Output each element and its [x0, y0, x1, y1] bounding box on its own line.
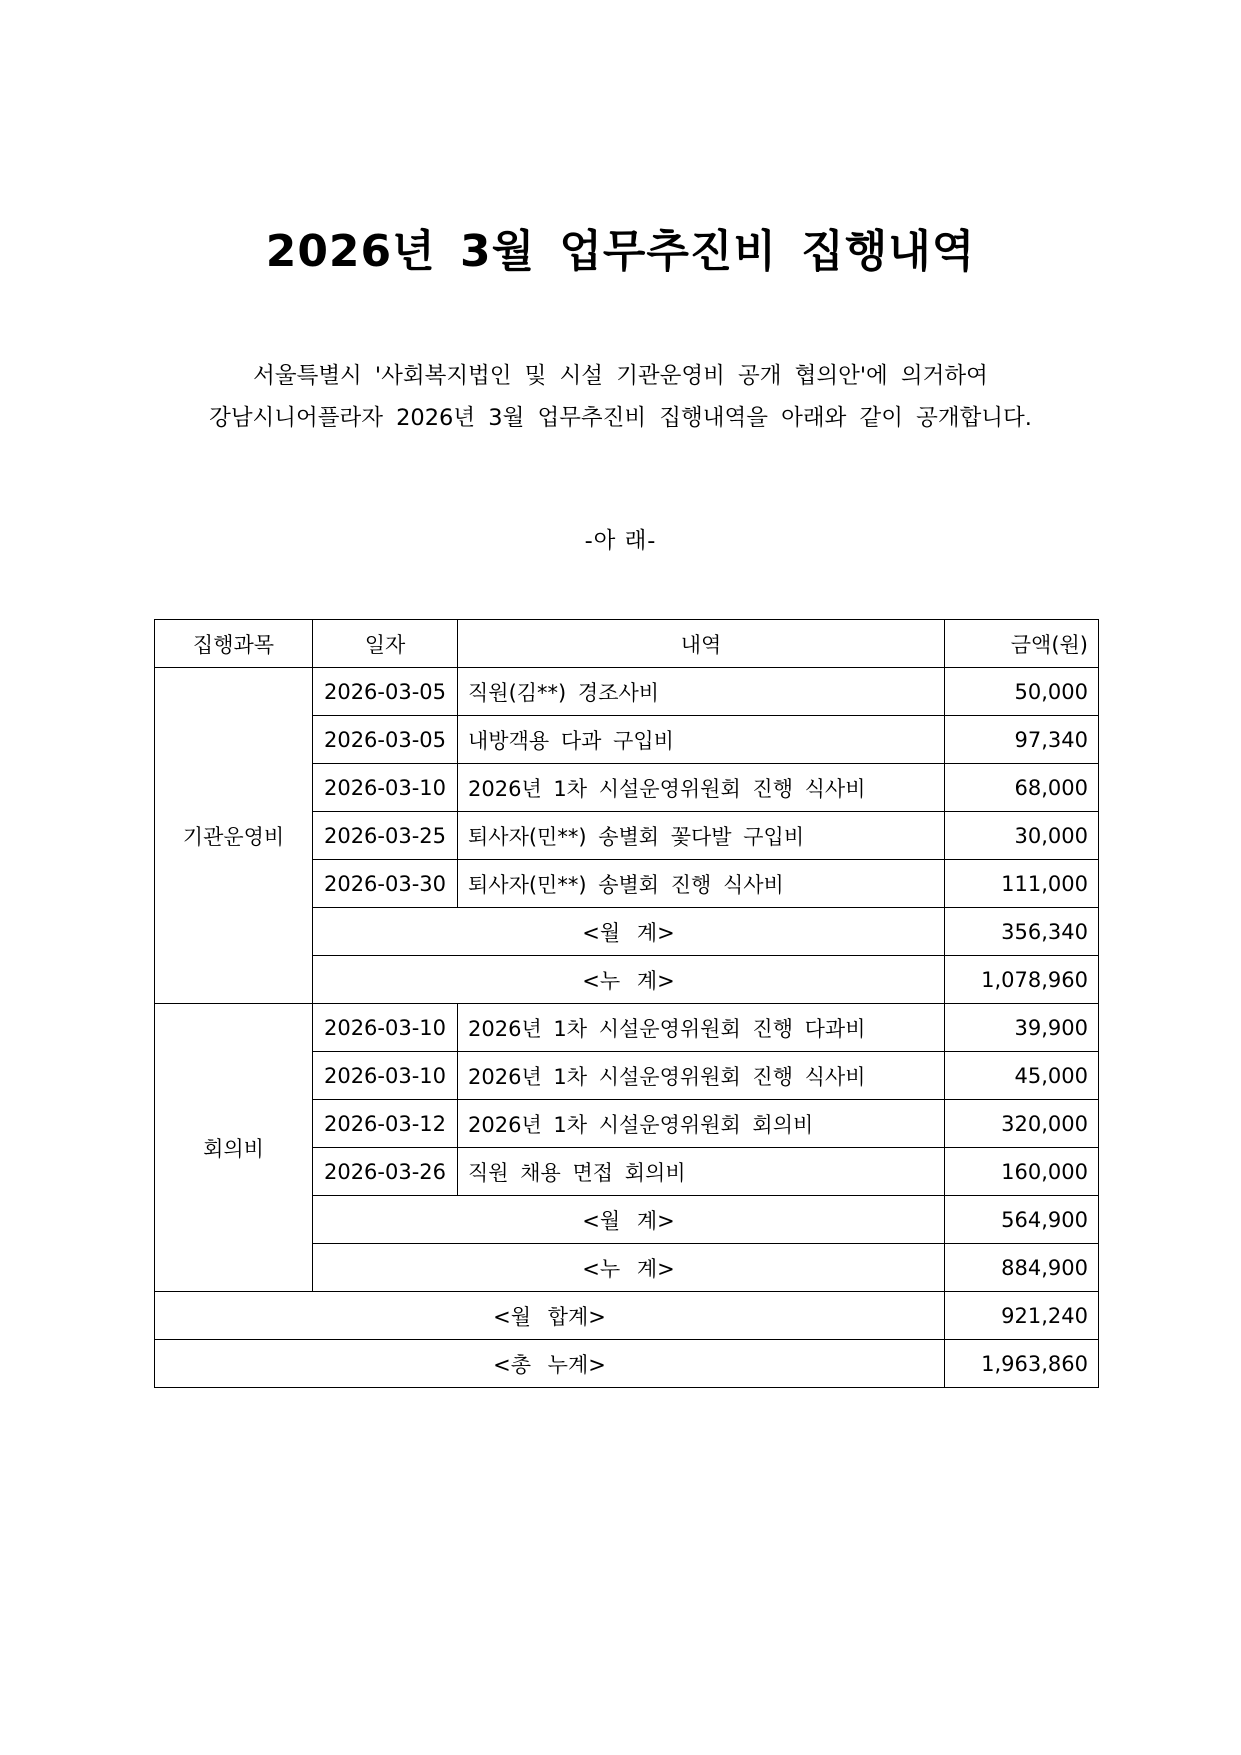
monthly-subtotal-label: <월 계> — [313, 1196, 945, 1244]
grand-monthly-total-label: <월 합계> — [155, 1292, 945, 1340]
description-cell: 퇴사자(민**) 송별회 진행 식사비 — [458, 860, 945, 908]
amount-cell: 50,000 — [945, 668, 1099, 716]
intro-paragraph — [0, 355, 1241, 439]
below-marker: -아 래- — [584, 528, 657, 554]
amount-cell: 320,000 — [945, 1100, 1099, 1148]
table-row — [155, 668, 1099, 716]
description-cell: 2026년 1차 시설운영위원회 진행 식사비 — [458, 1052, 945, 1100]
amount-cell: 45,000 — [945, 1052, 1099, 1100]
amount-cell: 68,000 — [945, 764, 1099, 812]
grand-cumulative-total-label: <총 누계> — [155, 1340, 945, 1388]
header-description: 내역 — [458, 620, 945, 668]
header-date: 일자 — [313, 620, 458, 668]
category-cell: 기관운영비 — [155, 668, 313, 1004]
date-cell: 2026-03-10 — [313, 764, 458, 812]
amount-cell: 160,000 — [945, 1148, 1099, 1196]
date-cell: 2026-03-25 — [313, 812, 458, 860]
description-cell: 내방객용 다과 구입비 — [458, 716, 945, 764]
table-row — [155, 1004, 1099, 1052]
monthly-subtotal-value: 564,900 — [945, 1196, 1099, 1244]
date-cell: 2026-03-10 — [313, 1052, 458, 1100]
grand-monthly-total-row — [155, 1292, 1099, 1340]
page-title: 2026년 3월 업무추진비 집행내역 — [265, 226, 976, 277]
category-cell: 회의비 — [155, 1004, 313, 1292]
description-cell: 2026년 1차 시설운영위원회 진행 식사비 — [458, 764, 945, 812]
description-cell: 2026년 1차 시설운영위원회 회의비 — [458, 1100, 945, 1148]
cumulative-subtotal-label: <누 계> — [313, 956, 945, 1004]
intro-line-1: 서울특별시 '사회복지법인 및 시설 기관운영비 공개 협의안'에 의거하여 — [253, 363, 988, 389]
grand-cumulative-total-value: 1,963,860 — [945, 1340, 1099, 1388]
amount-cell: 39,900 — [945, 1004, 1099, 1052]
date-cell: 2026-03-12 — [313, 1100, 458, 1148]
date-cell: 2026-03-10 — [313, 1004, 458, 1052]
date-cell: 2026-03-05 — [313, 716, 458, 764]
amount-cell: 111,000 — [945, 860, 1099, 908]
date-cell: 2026-03-05 — [313, 668, 458, 716]
description-cell: 직원(김**) 경조사비 — [458, 668, 945, 716]
expense-table — [154, 619, 1099, 1388]
grand-cumulative-total-row — [155, 1340, 1099, 1388]
header-category: 집행과목 — [155, 620, 313, 668]
monthly-subtotal-value: 356,340 — [945, 908, 1099, 956]
date-cell: 2026-03-30 — [313, 860, 458, 908]
amount-cell: 30,000 — [945, 812, 1099, 860]
header-amount: 금액(원) — [945, 620, 1099, 668]
amount-cell: 97,340 — [945, 716, 1099, 764]
intro-line-2: 강남시니어플라자 2026년 3월 업무추진비 집행내역을 아래와 같이 공개합니다. — [209, 405, 1032, 431]
monthly-subtotal-label: <월 계> — [313, 908, 945, 956]
table-header-row — [155, 620, 1099, 668]
cumulative-subtotal-label: <누 계> — [313, 1244, 945, 1292]
description-cell: 퇴사자(민**) 송별회 꽃다발 구입비 — [458, 812, 945, 860]
cumulative-subtotal-value: 1,078,960 — [945, 956, 1099, 1004]
grand-monthly-total-value: 921,240 — [945, 1292, 1099, 1340]
date-cell: 2026-03-26 — [313, 1148, 458, 1196]
cumulative-subtotal-value: 884,900 — [945, 1244, 1099, 1292]
description-cell: 2026년 1차 시설운영위원회 진행 다과비 — [458, 1004, 945, 1052]
description-cell: 직원 채용 면접 회의비 — [458, 1148, 945, 1196]
